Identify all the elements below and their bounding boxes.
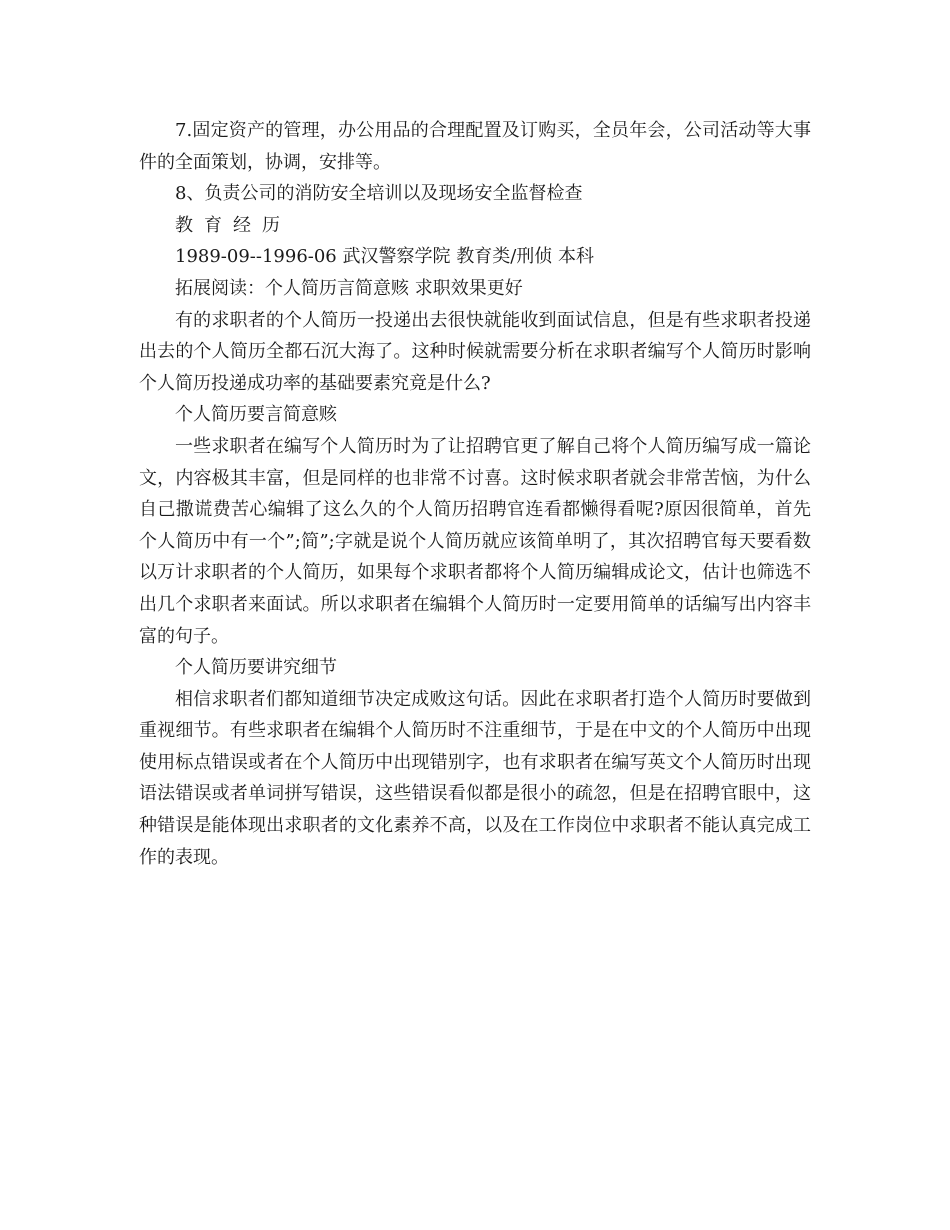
intro-paragraph: 有的求职者的个人简历一投递出去很快就能收到面试信息，但是有些求职者投递出去的个人简历全都石沉大海了。这种时候就需要分析在求职者编写个人简历时影响个人简历投递成功率的基础要素究竟是什么? [139,309,811,394]
section-heading-details: 个人简历要讲究细节 [175,657,337,679]
education-heading: 教育经历 [175,214,291,236]
details-paragraph: 相信求职者们都知道细节决定成败这句话。因此在求职者打造个人简历时要做到重视细节。有些求职者在编辑个人简历时不注重细节，于是在中文的个人简历中出现使用标点错误或者在个人简历中出现错别字，也有求职者在编写英文个人简历时出现语法错误或者单词拼写错误，这些错误看似都是很小的疏忽，但是在招聘官眼中，这种错误是能体现出求职者的文化素养不高，以及在工作岗位中求职者不能认真完成工作的表现。 [139,688,811,868]
document-body [139,115,811,873]
section-heading-concise: 个人简历要言简意赅 [175,404,337,426]
duty-item-7: 7.固定资产的管理，办公用品的合理配置及订购买，全员年会，公司活动等大事件的全面策划，协调，安排等。 [139,120,811,173]
concise-paragraph: 一些求职者在编写个人简历时为了让招聘官更了解自己将个人简历编写成一篇论文，内容极其丰富，但是同样的也非常不讨喜。这时候求职者就会非常苦恼，为什么自己撒谎费苦心编辑了这么久的个人简历招聘官连看都懒得看呢?原因很简单，首先个人简历中有一个”;简”;字就是说个人简历就应该简单明了，其次招聘官每天要看数以万计求职者的个人简历，如果每个求职者都将个人简历编辑成论文，估计也筛选不出几个求职者来面试。所以求职者在编辑个人简历时一定要用简单的话编写出内容丰富的句子。 [139,435,811,647]
duty-item-8: 8、负责公司的消防安全培训以及现场安全监督检查 [175,183,583,205]
extended-reading-title: 拓展阅读：个人简历言简意赅 求职效果更好 [175,277,523,299]
education-entry: 1989-09--1996-06 武汉警察学院 教育类/刑侦 本科 [175,246,594,268]
